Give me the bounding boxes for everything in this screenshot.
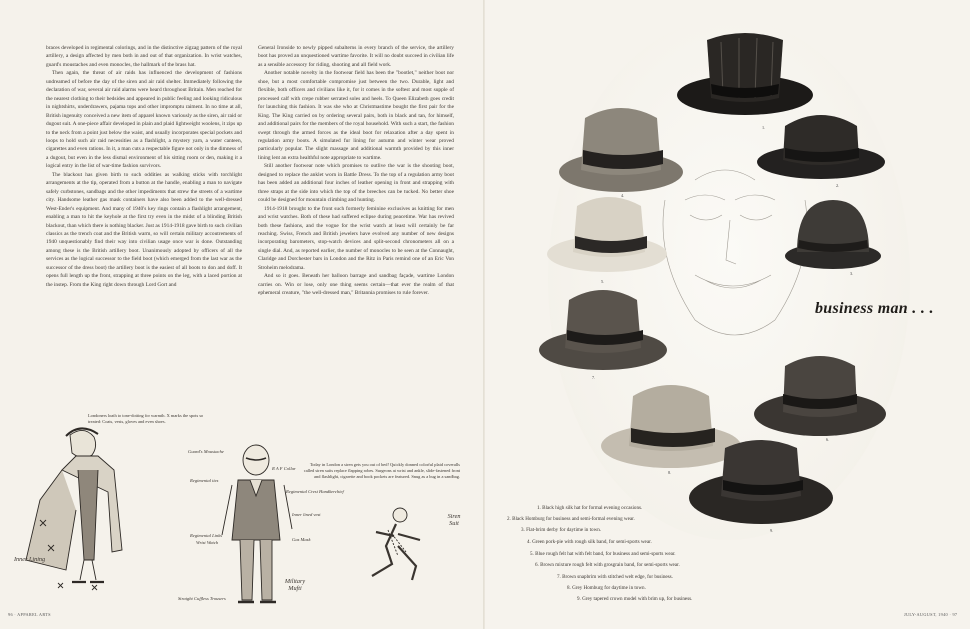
hat-4-pork-pie bbox=[559, 108, 683, 192]
label-guards-moustache: Guard's Moustache bbox=[188, 449, 224, 454]
hat-number: 5. bbox=[601, 279, 605, 284]
list-item: 1. Black high silk hat for formal evening occasions. bbox=[537, 505, 643, 511]
label-wrist-watch: Wrist Watch bbox=[196, 540, 219, 545]
paragraph: Then again, the threat of air raids has influenced the development of fashions undreamed of before the day of the siren and air raid shelter. Immediately following the declaration of war, several air raid alarms were heard throughout Britain. Men reached for the nearest clothing to their bedsides and appeared in public feeling and looking ridiculous in nightshirts, underdrawers, pajama tops and other impromptu raiment. In no time at all, British ingenuity conceived a new item of apparel known variously as the siren, air raid or dugout suit. A one-piece affair developed in plain and plaid lightweight woolens, it zips up to the neck from a point just below the waist, and usually incorporates special pockets and loops to hold such air raid necessities as a flashlight, a mystery yarn, a water canteen, cigarettes and even rations. In it, a man cuts a respectable figure not only in the dimness of a dugout, but even in the less dismal environment of his sitting room or den, making it a logical entry in the list of war-time fashion survivors. bbox=[46, 70, 242, 170]
list-item: 9. Grey tapered crown model with brim up, for business. bbox=[577, 596, 693, 602]
hat-3-derby bbox=[785, 200, 881, 269]
hat-7-snapbrim bbox=[539, 290, 667, 370]
hat-1-top-hat bbox=[677, 33, 813, 115]
list-item: 6. Brown mixture rough felt with grosgrain band, for semi-sports wear. bbox=[535, 562, 680, 568]
label-straight-cuffless: Straight Cuffless Trousers bbox=[178, 596, 226, 601]
list-item: 4. Green pork-pie with rough silk band, for semi-sports wear. bbox=[527, 539, 652, 545]
hat-number: 2. bbox=[836, 183, 840, 188]
illustration-coat-man bbox=[26, 428, 122, 590]
page-title: business man . . . bbox=[815, 300, 934, 317]
paragraph: General Ironside to newly pipped subalterns in every branch of the service, the artillery boot has proved an unquestioned wartime favorite. It will no doubt succeed in civilian life as a sensible accessory for riding, shooting and all field work. bbox=[258, 45, 454, 68]
hat-8-grey-homburg bbox=[601, 385, 741, 468]
label-regimental-crest: Regimental Crest Handkerchief bbox=[286, 489, 344, 494]
paragraph: braces developed in regimental colorings, and in the distinctive zigzag pattern of the royal artillery, a design affected by men both in and out of that organization. In wrist watches, guard's moustaches and even monocles, the hallmark of the brass hat. bbox=[46, 45, 242, 68]
paragraph: Another notable novelty in the footwear field has been the "bootlet," neither boot nor shoe, but a most comfortable compromise just between the two. Durable, light and flexible, both officers and civilians like it, for it comes in the softest and most supple of processed calf with crepe rubber serrated soles and heels. To Queen Elizabeth goes credit for launching this fashion. It was she who at Christmastime bought the first pair for the King. The King carried on by ordering several pairs, both in black and tan, for himself, and additional pairs for the members of the royal household. With such a start, the fashion swept through the armed forces as the ideal boot for relaxation after a day spent in regulation army boots. A simulated fur lining for autumn and winter wear proved particularly popular. The slight massage and additional warmth provided by this inner lining lent an extra healthful note appropriate to wartime. bbox=[258, 70, 454, 161]
hat-number: 7. bbox=[592, 375, 596, 380]
hat-2-black-homburg bbox=[757, 115, 885, 179]
hat-number: 6. bbox=[826, 437, 830, 442]
hat-number: 1. bbox=[762, 125, 766, 130]
label-gas-mask: Gas Mask bbox=[292, 537, 311, 542]
paragraph: Still another footwear note which promises to outlive the war is the shooting boot, designed to replace the anklet worn in Battle Dress. To the top of a regulation army boot has been added an additional four inches of leather opening in front and strapping with three straps at the side into which the top of the breeches can be tucked. No better shoe could be designed for mountain climbing and hunting. bbox=[258, 163, 454, 204]
paragraph: 1914-1918 brought to the front such formerly feminine exclusives as knitting for men and wrist watches. Both of these had suffered eclipse during peacetime. War has revived both these fashions, and the vogue for the wrist watch at least will certainly be far reaching. Swiss, French and British jewelers have evolved any number of new designs incorporating barometers, stop-watch devices and split-second chronometers all on a single dial. And, as reported earlier, the number of monocles to be seen at the Connaught, Claridge and Dorchester bars in London and the Ritz in Paris remind one of an Eric Von Stroheim melodrama. bbox=[258, 205, 454, 271]
label-military-mufti: Military Mufti bbox=[284, 578, 306, 593]
label-regimental-links: Regimental Links bbox=[190, 533, 223, 538]
list-item: 3. Flat-brim derby for daytime in town. bbox=[521, 527, 602, 533]
hat-5-blue-felt bbox=[547, 197, 667, 272]
hat-number: 9. bbox=[770, 528, 774, 533]
hat-number: 8. bbox=[668, 470, 672, 475]
list-item: 8. Grey Homburg for daytime in town. bbox=[567, 585, 646, 591]
illustration-siren-suit bbox=[372, 508, 420, 580]
paragraph: The blackout has given birth to such oddities as walking sticks with torchlight arrangements at the tip, operated from a button at the handle, enabling a man to navigate safely curbstones, sandbags and the other impediments that strew the streets of a wartime city. Handsome leather gas mask containers have also been added to the well-dressed West-Ender's equipment. And many of 1940's key rings contain a flashlight arrangement, enabling a man to hit the keyhole at the first try even in the midst of a blinding British blackout, than which there is nothing blacker. Just as 1914-1918 gave birth to such civilian classics as the trench coat and the British warm, so will certain military accoutrements of 1940 unquestionably find their way into civilian usage once war is done. Outstanding among these is the British artillery boot. Unanimously adopted by officers of all the services as the logical successor to the field boot (which emerged from the last war as the successor of the dress boot) the artillery boot is the easiest of all boots to don and doff. It opens full length up the front, strapping at three points on the leg, with a laced portion at the instep. From the King right down through Lord Gort and bbox=[46, 171, 242, 288]
list-item: 5. Blue rough felt hat with felt band, for business and semi-sports wear. bbox=[530, 551, 676, 557]
face-sketch bbox=[663, 170, 807, 335]
caption-coat: Londoners loath to tone-dotting for warmth. X marks the spots so treated: Coats, vests, gloves and even shoes. bbox=[88, 413, 204, 424]
label-inner-lined-vest: Inner lined vest bbox=[292, 512, 321, 517]
page-folio-left: 96 · APPAREL ARTS bbox=[8, 612, 51, 617]
label-regimental-ties: Regimental ties bbox=[190, 478, 219, 483]
label-inner-lining: Inner Lining bbox=[14, 556, 46, 563]
label-siren-suit: Siren Suit bbox=[447, 513, 461, 528]
hat-6-brown-mixture bbox=[754, 356, 886, 436]
hat-number: 3. bbox=[850, 271, 854, 276]
caption-siren: Today in London a siren gets you out of bed! Quickly donned colorful plaid coveralls called siren suits replace flapping robes. Surgeons at wrist and ankle, slide-fastened front and flashlight, cigarette and book pockets are featured. Snug as a bug in a sandbag. bbox=[303, 462, 460, 479]
page-folio-right: JULY-AUGUST, 1940 · 97 bbox=[904, 612, 958, 617]
list-item: 2. Black Homburg for business and semi-formal evening wear. bbox=[507, 516, 635, 522]
list-item: 7. Brown snapbrim with stitched welt edge, for business. bbox=[557, 574, 673, 580]
hat-number: 4. bbox=[621, 193, 625, 198]
label-raf-collar: R A F Collar bbox=[272, 466, 296, 471]
paragraph: And so it goes. Beneath her balloon barrage and sandbag façade, wartime London carries on. Win or lose, only one thing seems certain—that ever the realm of that ephemeral creature, "the well-dressed man," Britannia promises to rule forever. bbox=[258, 273, 454, 297]
